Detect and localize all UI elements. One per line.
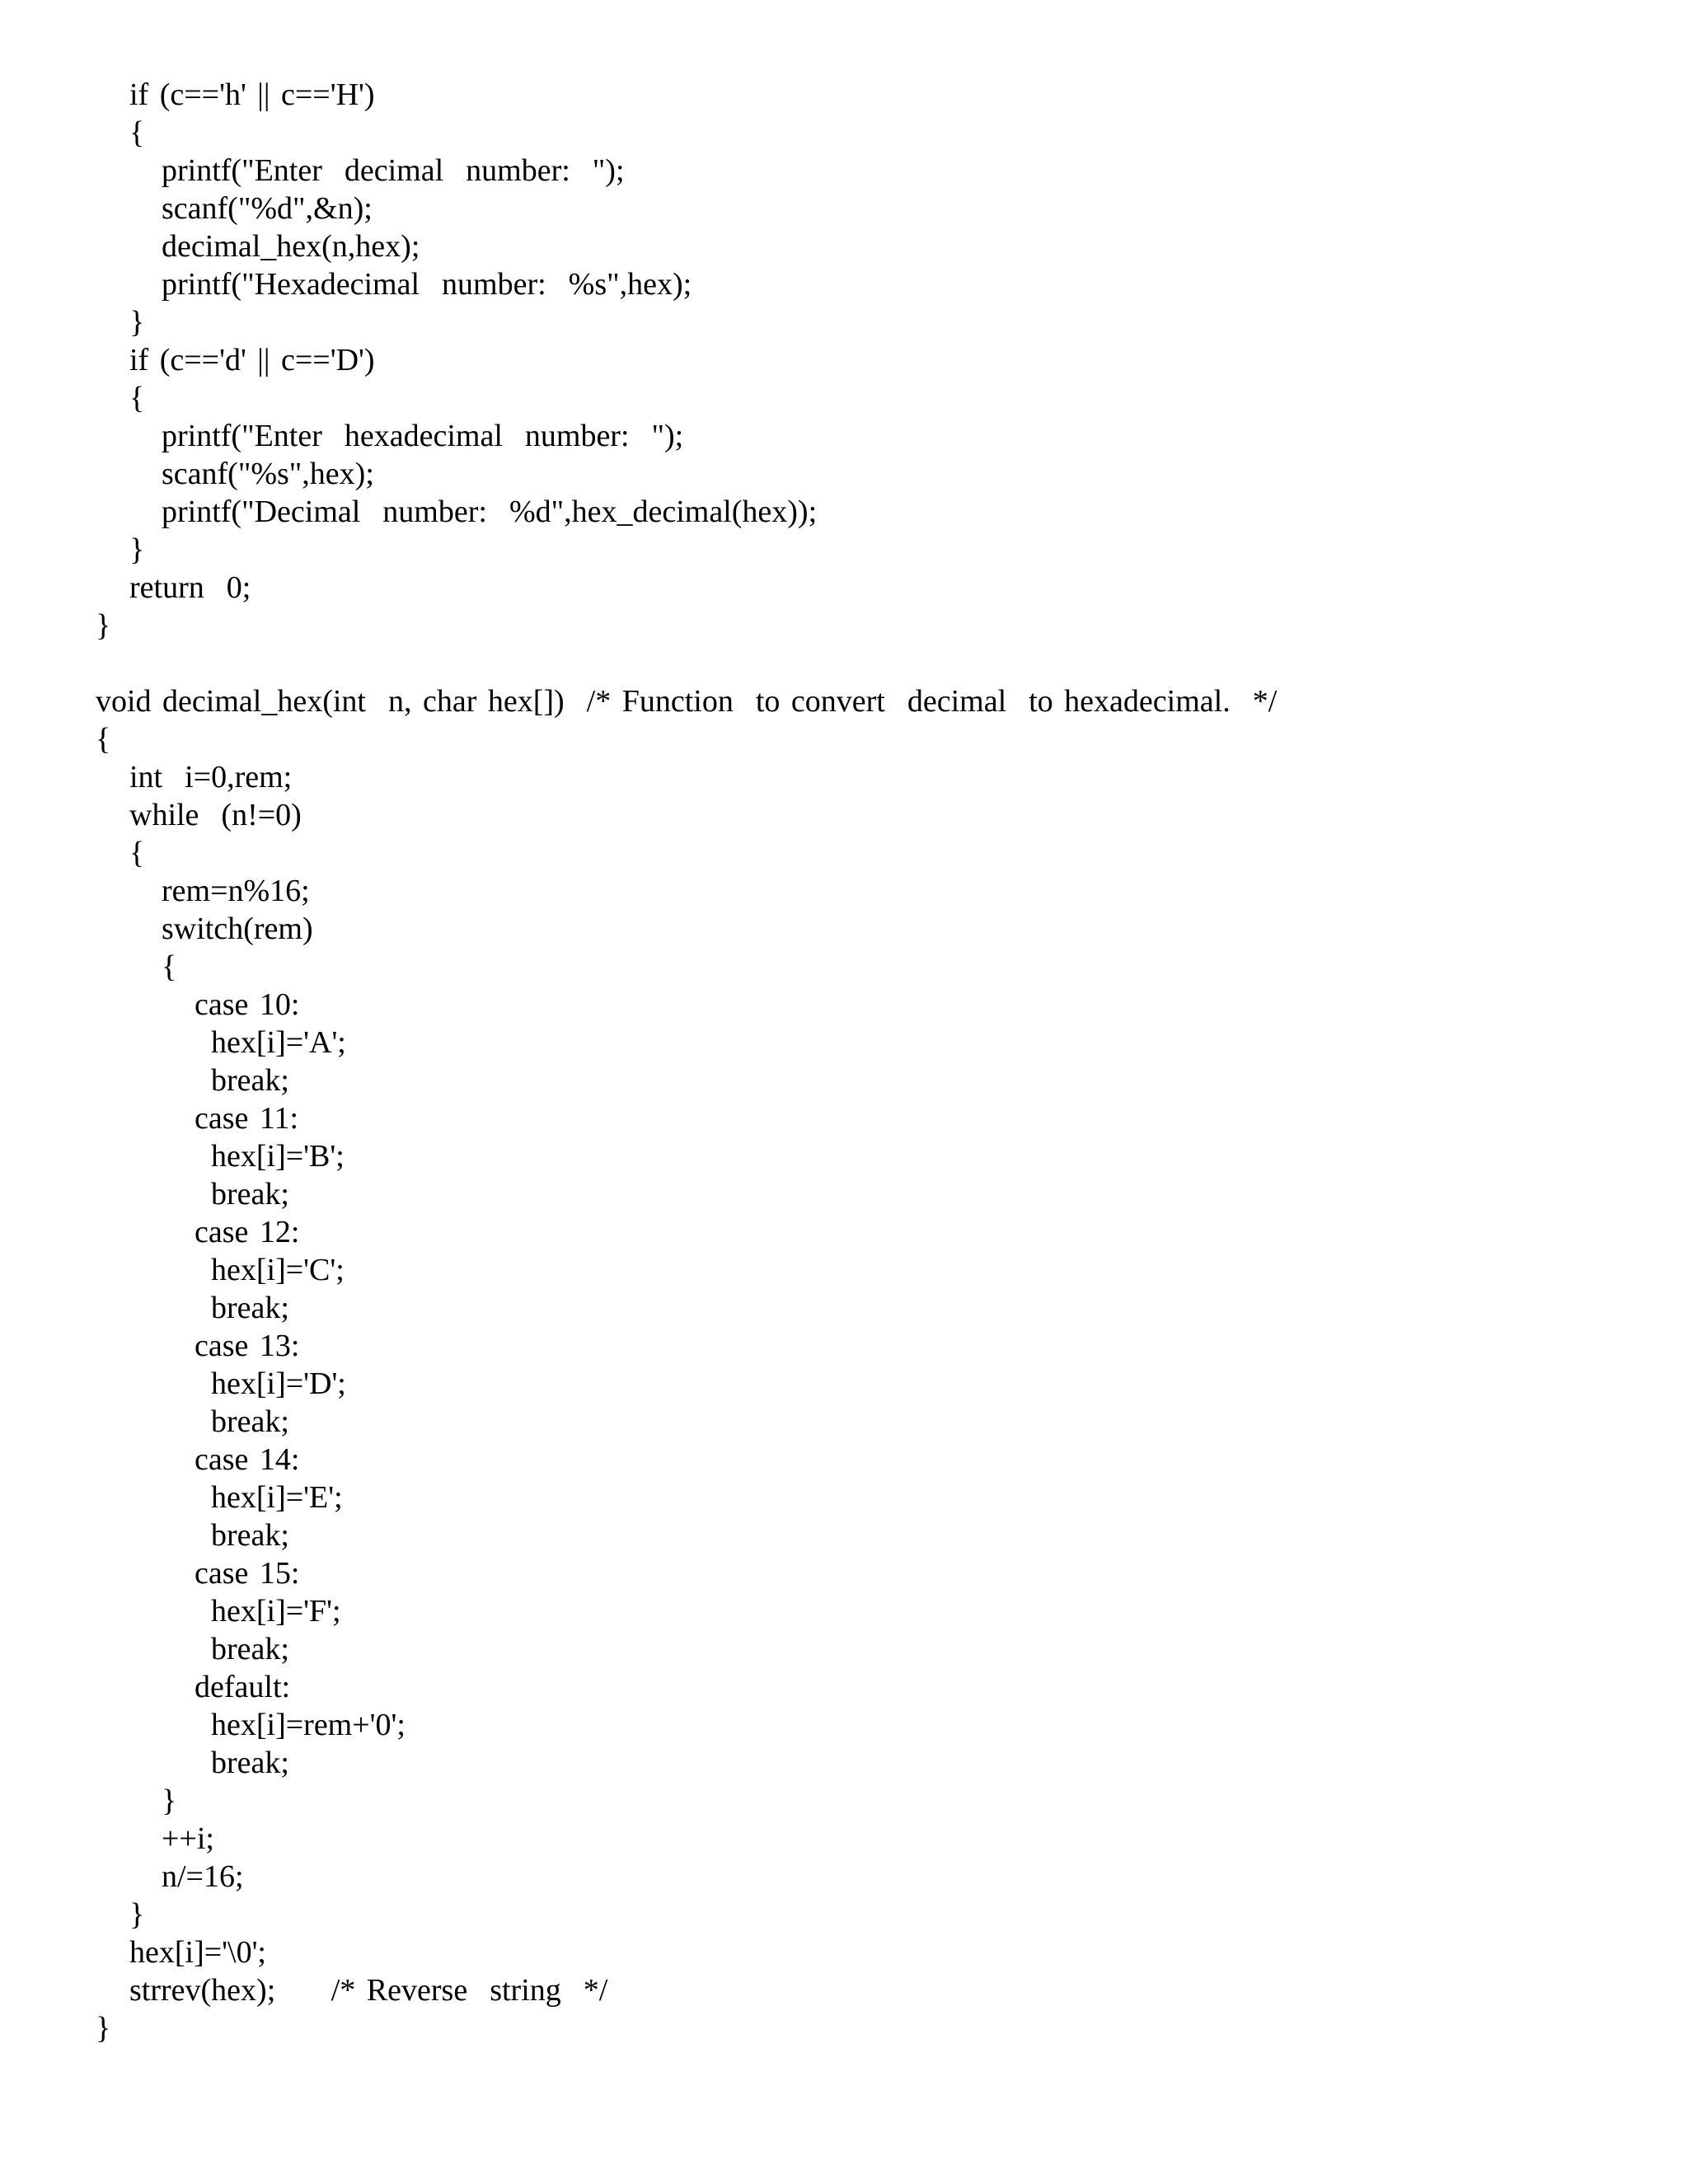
code-line: break; [211, 1177, 289, 1212]
code-line: hex[i]='B'; [211, 1139, 345, 1174]
code-line: break; [211, 1632, 289, 1666]
code-line: } [96, 2011, 111, 2046]
code-line: hex[i]=rem+'0'; [211, 1708, 406, 1742]
code-line: printf("Decimal number: %d",hex_decimal(hex)); [162, 494, 818, 529]
code-line: printf("Hexadecimal number: %s",hex); [162, 267, 692, 302]
code-line: n/=16; [162, 1859, 244, 1894]
code-line: break; [211, 1518, 289, 1553]
code-line: if (c=='h' || c=='H') [129, 77, 375, 112]
code-line: switch(rem) [162, 912, 313, 946]
code-line: int i=0,rem; [129, 760, 293, 794]
code-line: while (n!=0) [129, 798, 302, 832]
code-line: if (c=='d' || c=='D') [129, 343, 375, 377]
code-line: ++i; [162, 1821, 214, 1856]
code-line: hex[i]='C'; [211, 1253, 345, 1287]
code-line: hex[i]='\0'; [129, 1935, 266, 1970]
code-line: scanf("%d",&n); [162, 191, 373, 226]
code-line: hex[i]='D'; [211, 1366, 346, 1401]
code-line: } [162, 1783, 177, 1818]
code-line: strrev(hex); /* Reverse string */ [129, 1973, 608, 2008]
code-line: } [96, 608, 111, 643]
code-line: { [162, 949, 177, 984]
code-line: case 13: [195, 1329, 300, 1363]
code-line: scanf("%s",hex); [162, 457, 374, 491]
code-line: rem=n%16; [162, 874, 310, 908]
code-line: printf("Enter decimal number: "); [162, 153, 625, 188]
code-line: break; [211, 1746, 289, 1780]
code-line: case 14: [195, 1442, 300, 1477]
code-line: void decimal_hex(int n, char hex[]) /* Function to convert decimal to hexadecimal. */ [96, 684, 1278, 719]
code-line: decimal_hex(n,hex); [162, 229, 420, 264]
code-line: } [129, 532, 145, 567]
code-line: { [129, 836, 145, 870]
code-line: { [129, 381, 145, 415]
code-line: printf("Enter hexadecimal number: "); [162, 419, 684, 453]
code-line: case 10: [195, 987, 300, 1022]
code-line: break; [211, 1404, 289, 1439]
code-line: case 15: [195, 1556, 300, 1591]
code-line: { [96, 722, 111, 757]
code-line: hex[i]='E'; [211, 1480, 343, 1515]
code-line: case 12: [195, 1215, 300, 1249]
code-line: default: [195, 1670, 291, 1704]
code-line: hex[i]='F'; [211, 1594, 341, 1629]
code-line: case 11: [195, 1101, 299, 1136]
code-line: break; [211, 1063, 289, 1098]
code-line: break; [211, 1291, 289, 1325]
code-line: { [129, 115, 145, 150]
code-line: } [129, 1897, 145, 1932]
code-line: hex[i]='A'; [211, 1025, 346, 1060]
code-line: return 0; [129, 570, 251, 605]
code-line: } [129, 305, 145, 340]
